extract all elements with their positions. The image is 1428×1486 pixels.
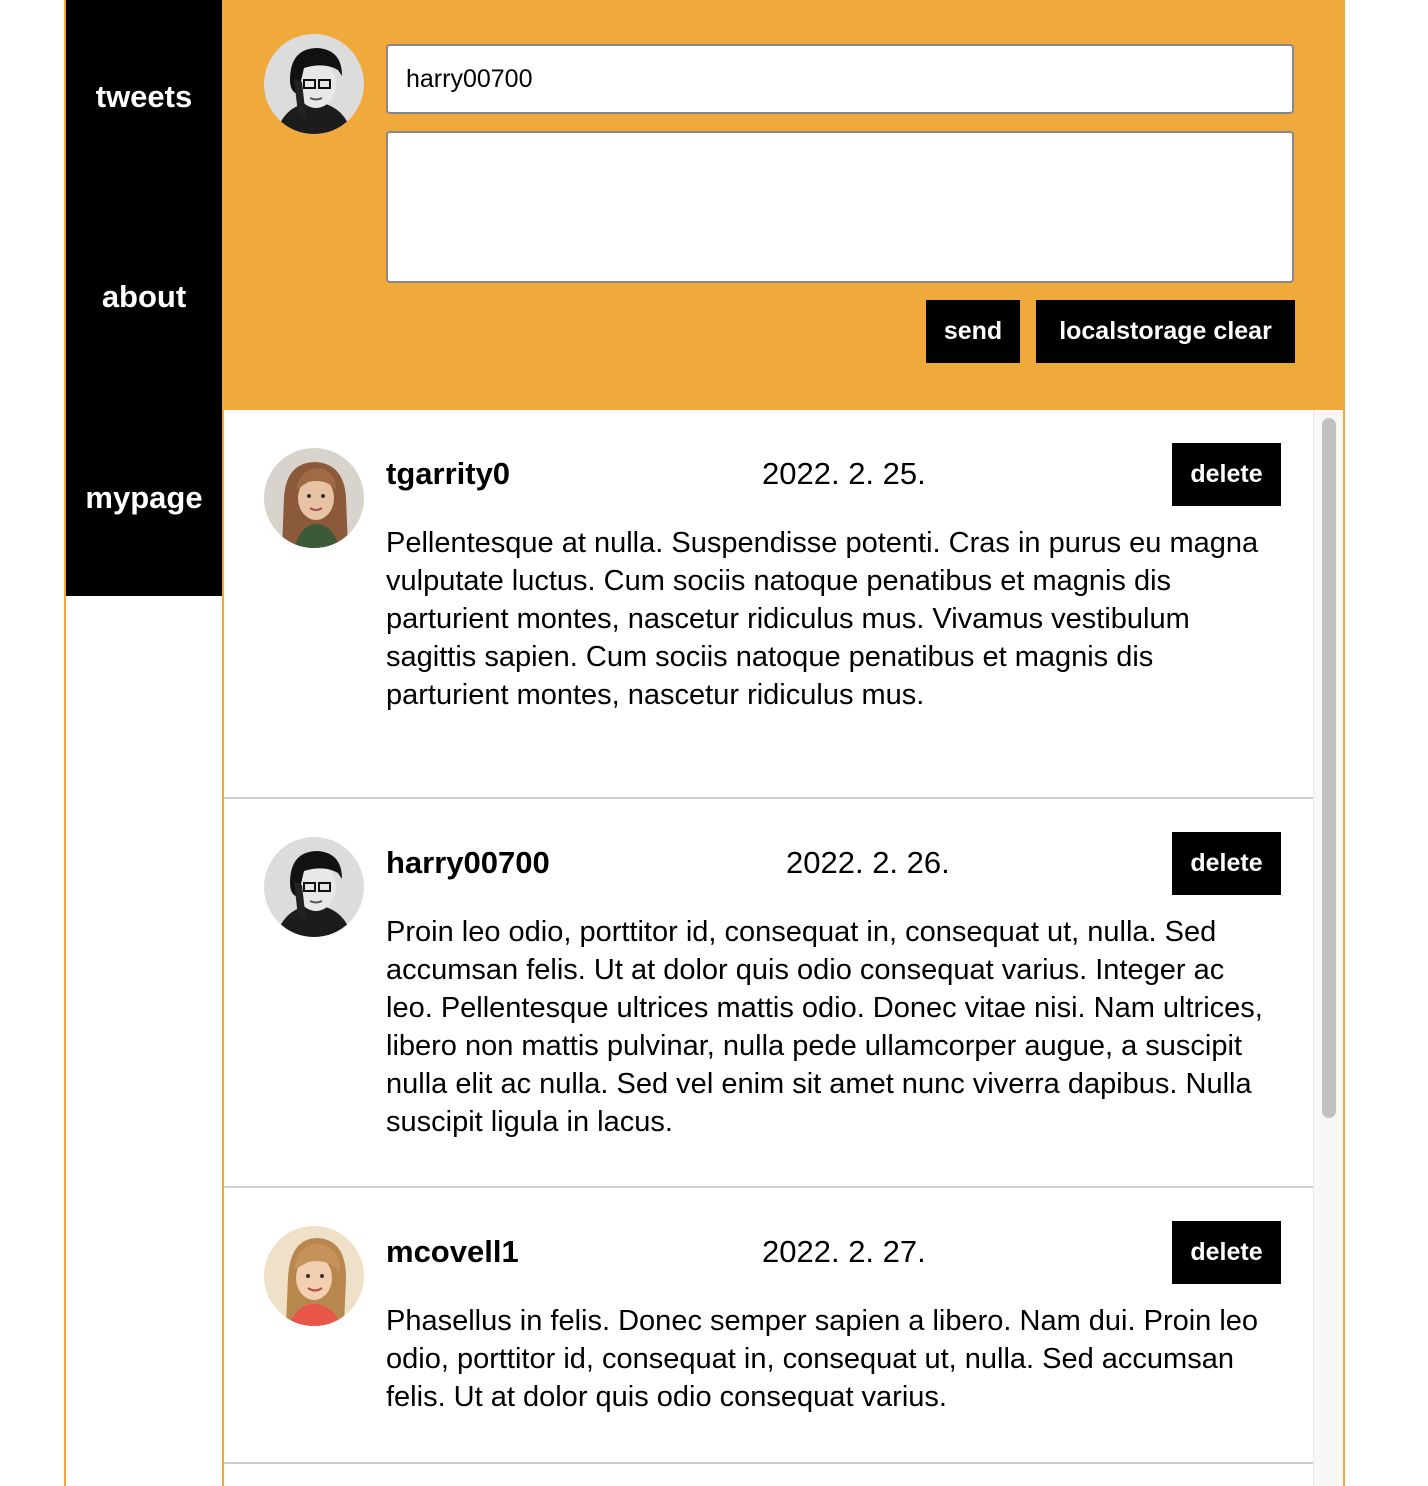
tweet-composer (224, 0, 1345, 410)
tweet-text: Pellentesque at nulla. Suspendisse potenti. Cras in purus eu magna vulputate luctus. Cum sociis natoque penatibus et magnis dis parturient montes, nascetur ridiculus mus. Vivamus vestibulum sagittis sapien. Cum sociis natoque penatibus et magnis dis parturient montes, nascetur ridiculus mus. (386, 527, 1259, 711)
tweet-feed (224, 410, 1313, 1486)
username-input[interactable] (386, 44, 1294, 114)
tweet-username: mcovell1 (386, 1234, 519, 1269)
composer-avatar (264, 34, 364, 134)
tweet-item (224, 799, 1313, 1188)
sidebar (66, 0, 222, 596)
delete-button[interactable]: delete (1172, 1221, 1281, 1284)
message-input[interactable] (386, 131, 1294, 283)
tweet-date: 2022. 2. 25. (762, 456, 926, 491)
tweet-text: Proin leo odio, porttitor id, consequat in, consequat ut, nulla. Sed accumsan felis. Ut at dolor quis odio consequat varius. Integer ac leo. Pellentesque ultrices mattis odio. Donec vitae nisi. Nam ultrices, libero non mattis pulvinar, nulla pede ullamcorper augue, a suscipit nulla elit ac nulla. Sed vel enim sit amet nunc viverra dapibus. Nulla suscipit ligula in lacus. (386, 916, 1263, 1138)
tweet-username: harry00700 (386, 845, 550, 880)
delete-button[interactable]: delete (1172, 832, 1281, 895)
tweet-avatar (264, 448, 364, 548)
tweet-date: 2022. 2. 26. (786, 845, 950, 880)
tweet-item (224, 410, 1313, 799)
scrollbar-thumb[interactable] (1322, 418, 1336, 1118)
nav-item-mypage[interactable]: mypage (85, 480, 203, 515)
tweet-avatar (264, 837, 364, 937)
nav-item-about[interactable]: about (101, 279, 187, 314)
send-button[interactable]: send (926, 300, 1020, 363)
tweet-date: 2022. 2. 27. (762, 1234, 926, 1269)
delete-button[interactable]: delete (1172, 443, 1281, 506)
feed-scrollbar[interactable] (1313, 410, 1345, 1486)
tweet-username: tgarrity0 (386, 456, 511, 491)
tweet-avatar (264, 1226, 364, 1326)
tweet-text: Phasellus in felis. Donec semper sapien a libero. Nam dui. Proin leo odio, porttitor id, consequat in, consequat ut, nulla. Sed accumsan felis. Ut at dolor quis odio consequat varius. (386, 1305, 1259, 1413)
nav-item-tweets[interactable]: tweets (95, 79, 193, 114)
app-frame (64, 0, 1345, 1486)
localstorage-clear-button[interactable]: localstorage clear (1036, 300, 1295, 363)
tweet-item (224, 1188, 1313, 1464)
tweet-item (224, 1464, 1313, 1486)
